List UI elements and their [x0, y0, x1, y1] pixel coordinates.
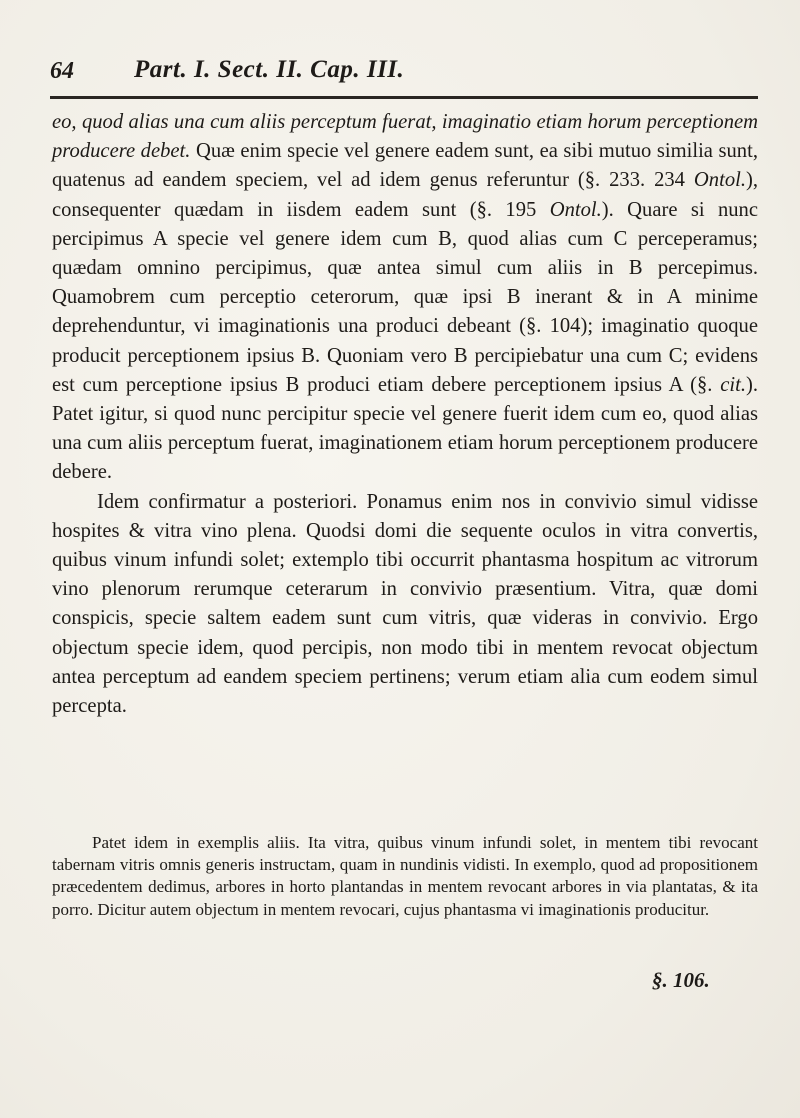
- text-segment: ). Patet igitur, si quod nunc percipitur specie vel genere fuerit idem cum eo, quod alias una cum aliis perceptum fuerat, imaginationem etiam horum perceptionem producere debere.: [52, 373, 758, 484]
- text-segment: ). Quare si nunc percipimus A specie vel genere idem cum B, quod alias cum C perceperamus; quædam omnino percipimus, quæ antea simul cum aliis in B percepimus. Quamobrem cum perceptio ceterorum, quæ ipsi B inerant & in A minime deprehenduntur, vi imaginationis una produci debeant (§. 104); imaginatio quoque producit perceptionem ipsius B. Quoniam vero B percipiebatur una cum C; evidens est cum perceptione ipsius B produci etiam debere perceptionem ipsius A (§.: [52, 198, 758, 396]
- catchword: §. 106.: [652, 968, 710, 992]
- page-header: [50, 50, 750, 90]
- main-text: [52, 108, 758, 721]
- text-segment: Ontol.: [549, 198, 602, 221]
- paragraph-1: [52, 108, 758, 488]
- paragraph-2: [52, 488, 758, 722]
- note-text: Patet idem in exemplis aliis. Ita vitra, quibus vinum infundi solet, in mentem tibi revocant tabernam vitris omnis generis instructam, quam in nundinis vidisti. In exemplo, quod ad propositionem præcedentem dedimus, arbores in horto plantandas in mentem revocant arbores in via plantatas, & ita porro. Dicitur autem objectum in mentem revocari, cujus phantasma vi imaginationis producitur.: [52, 833, 758, 919]
- text-segment: ), consequenter quædam in iisdem eadem sunt (§. 195: [52, 169, 758, 221]
- text-segment: Idem confirmatur a posteriori. Ponamus enim nos in convivio simul vidisse hospites & vitra vino plena. Quodsi domi die sequente oculos in vitra convertis, quibus vinum infundi solet; extemplo tibi occurrit phantasma hospitum ac vitrorum vino plenorum rerumque ceterarum in convivio præsentium. Vitra, quæ domi conspicis, specie saltem eadem sunt cum vitris, quæ videras in convivio. Ergo objectum specie idem, quod percipis, non modo tibi in mentem revocat objectum antea perceptum ad eandem speciem pertinens; verum etiam alia cum eodem simul percepta.: [52, 490, 758, 718]
- text-segment: eo, quod alias una cum aliis perceptum fuerat, imaginatio etiam horum perceptionem producere debet.: [52, 111, 758, 163]
- text-segment: cit.: [720, 373, 746, 396]
- header-rule: [50, 96, 758, 99]
- text-segment: Ontol.: [693, 169, 746, 192]
- scholium-note: [52, 832, 758, 921]
- text-segment: Quæ enim specie vel genere eadem sunt, ea sibi mutuo similia sunt, quatenus ad eandem speciem, vel ad idem genus referuntur (§. 233. 234: [52, 140, 758, 192]
- running-head: Part. I. Sect. II. Cap. III.: [134, 56, 405, 83]
- page-number: 64: [50, 58, 74, 84]
